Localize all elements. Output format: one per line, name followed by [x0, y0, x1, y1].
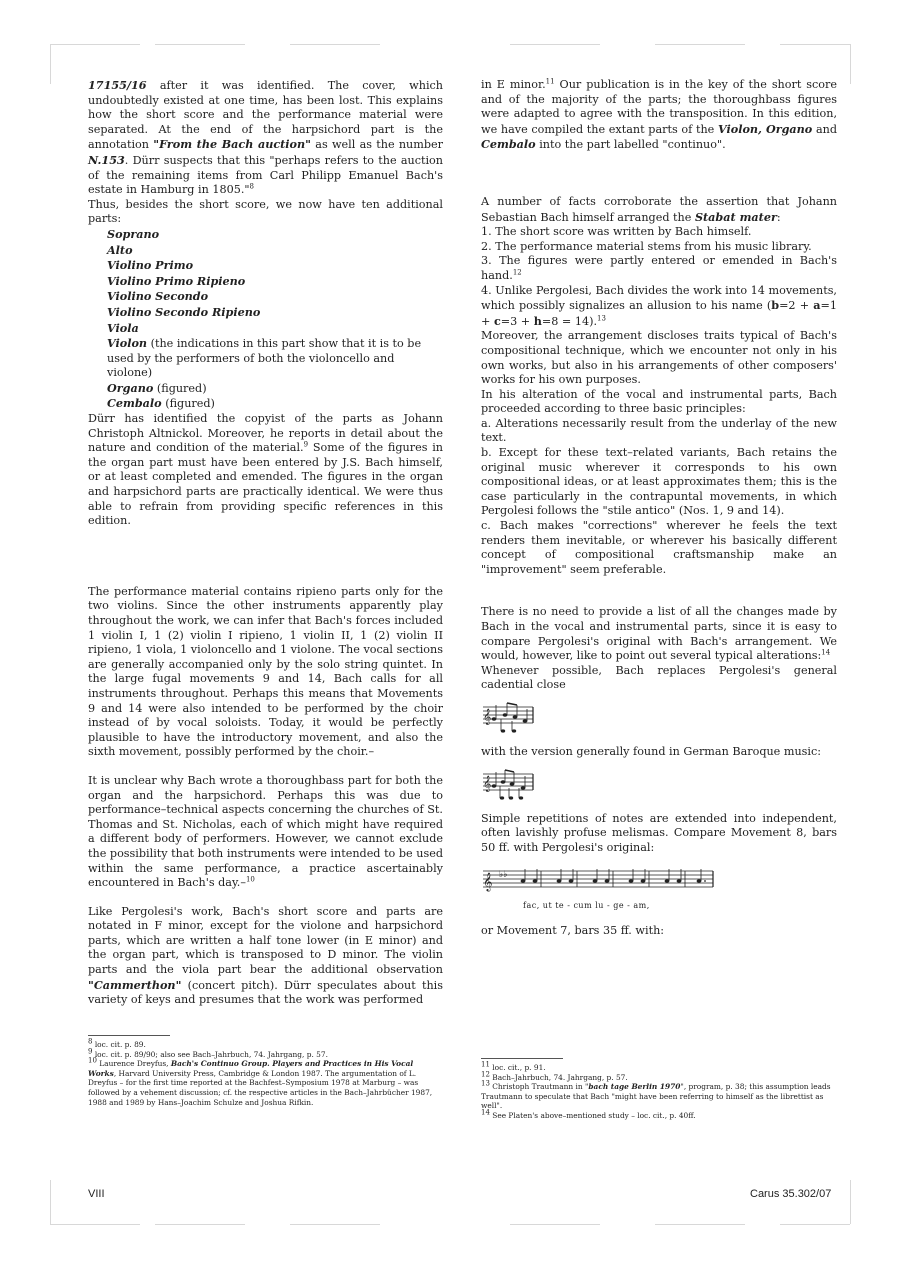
- crop-mark: [510, 44, 600, 45]
- list-item: $^{13}$ Christoph Trautmann in "bach tage Berlin 1970", program, p. 38; this assumption leads Trautmann to speculate that Bach "might have been referring to himself as the librettist as well".: [481, 1079, 831, 1111]
- footnote-rule: [481, 1058, 563, 1059]
- music-example-cadence-bach: [481, 768, 837, 802]
- svg-text:𝄞: 𝄞: [483, 872, 493, 892]
- list-item: [107, 227, 443, 243]
- music-example-cadence-pergolesi: [481, 701, 837, 735]
- text-run: Viola: [107, 320, 139, 335]
- list-item: $^{10}$ Laurence Dreyfus, Bach's Continuo Group. Players and Practices in His Vocal Works, Harvard University Press, Cambridge & London 1987. The argumentation of L. Dreyfus – for the first time reported at the Bachfest–Symposium 1978 at Marburg – was followed by a vehement discussion; cf. the respective articles in the Bach–Jahrbücher 1987, 1988 and 1989 by Hans–Joachim Schulze and Joshua Rifkin.: [88, 1056, 433, 1107]
- crop-mark: [50, 1224, 140, 1225]
- text-run: 10: [88, 1056, 97, 1065]
- text-run: c: [493, 313, 501, 328]
- footnote-rule: [88, 1035, 170, 1036]
- right-column: [481, 78, 837, 939]
- text-run: 11: [545, 77, 555, 86]
- list-item: b. Except for these text–related variants, Bach retains the original music wherever it corresponds to his own compositional ideas, or at least approximates them; this is the case particularly in the contrapuntal movements, in which Pergolesi follows the "stile antico" (Nos. 1, 9 and 14).: [481, 446, 837, 518]
- paragraph: Like Pergolesi's work, Bach's short score and parts are notated in F minor, except for the violone and harpsichord parts, which are written a half tone lower (in E minor) and the organ part, which is transposed to D minor. The violin parts and the viola part bear the additional observation "Cammerthon" (concert pitch). Dürr speculates about this variety of keys and presumes that the work was performed: [88, 904, 443, 1007]
- text-run: 14: [481, 1108, 490, 1117]
- crop-mark: [50, 1180, 51, 1224]
- crop-mark: [290, 44, 380, 45]
- paragraph: 17155/16 after it was identified. The cover, which undoubtedly existed at one time, has been lost. This explains how the short score and the performance material were separated. At the end of the harpsichord part is the annotation "From the Bach auction" as well as the number N.153. Dürr suspects that this "perhaps refers to the auction of the remaining items from Carl Philipp Emanuel Bach's estate in Hamburg in 1805."$^8$: [88, 78, 444, 197]
- text-run: bach tage Berlin 1970: [588, 1082, 681, 1092]
- text-run: Alto: [107, 242, 133, 257]
- list-item: $^{11}$ loc. cit., p. 91.: [481, 1060, 546, 1072]
- text-run: Violino Primo: [107, 258, 194, 273]
- paragraph: Dürr has identified the copyist of the parts as Johann Christoph Altnickol. Moreover, he reports in detail about the nature and condition of the material.$^9$ Some of the figures in the organ part must have been entered by J.S. Bach himself, or at least completed and emended. The figures in the organ and harpsichord parts are practically identical. We were thus able to refrain from providing specific references in this edition.: [88, 412, 443, 528]
- crop-mark: [655, 44, 745, 45]
- list-item: Organo (figured): [107, 380, 207, 395]
- text-run: Violon, Organo: [718, 121, 813, 136]
- crop-mark: [155, 1224, 245, 1225]
- paragraph: Thus, besides the short score, we now have ten additional parts:: [88, 197, 443, 226]
- crop-mark: [155, 44, 245, 45]
- crop-mark: [780, 1224, 850, 1225]
- paragraph: Simple repetitions of notes are extended into independent, often lavishly profuse melismas. Compare Movement 8, bars 50 ff. with Pergolesi's original:: [481, 811, 837, 854]
- crop-mark: [850, 1180, 851, 1224]
- crop-mark: [850, 44, 851, 84]
- paragraph: or Movement 7, bars 35 ff. with:: [481, 923, 665, 937]
- list-item: 1. The short score was written by Bach himself.: [481, 225, 752, 239]
- list-item: [107, 243, 443, 259]
- paragraph: with the version generally found in German Baroque music:: [481, 744, 822, 758]
- numbered-list: [481, 225, 837, 329]
- music-lyrics: fac, ut te - cum lu - ge - am,: [523, 901, 650, 911]
- paragraph: In his alteration of the vocal and instrumental parts, Bach proceeded according to three basic principles:: [481, 387, 837, 416]
- text-run: 8: [88, 1037, 93, 1046]
- text-run: 11: [481, 1060, 490, 1069]
- text-run: N.153: [88, 152, 125, 167]
- list-item: $^{14}$ See Platen's above–mentioned study – loc. cit., p. 40ff.: [481, 1108, 696, 1120]
- paragraph: Moreover, the arrangement discloses traits typical of Bach's compositional technique, which we encounter not only in his own works, but also in his arrangements of other composers' works for his own purposes.: [481, 329, 837, 387]
- text-run: 12: [481, 1070, 490, 1079]
- text-run: 14: [821, 648, 831, 657]
- music-example-movement-8: [481, 863, 837, 899]
- list-item: 3. The figures were partly entered or emended in Bach's hand.$^{12}$: [481, 254, 837, 282]
- text-run: 13: [597, 313, 606, 322]
- crop-mark: [50, 44, 51, 84]
- list-item: a. Alterations necessarily result from the underlay of the new text.: [481, 416, 837, 445]
- text-run: Cembalo: [107, 396, 162, 411]
- text-run: Soprano: [107, 226, 160, 241]
- text-run: a: [813, 298, 821, 313]
- text-run: 12: [512, 268, 522, 277]
- list-item: Violon (the indications in this part show that it is to be used by the performers of both the violoncello and violone): [107, 336, 422, 380]
- text-run: Violon: [107, 336, 148, 351]
- crop-mark: [290, 1224, 380, 1225]
- footnote-list: [88, 1037, 443, 1107]
- footnotes-right: [481, 1058, 837, 1121]
- list-item: $^8$ loc. cit. p. 89.: [88, 1037, 146, 1049]
- parts-list: [88, 227, 443, 412]
- crop-mark: [50, 44, 140, 45]
- text-run: "From the Bach auction": [153, 137, 311, 152]
- list-item: $^{12}$ Bach–Jahrbuch, 74. Jahrgang, p. 57.: [481, 1070, 628, 1082]
- paragraph: It is unclear why Bach wrote a thoroughbass part for both the organ and the harpsichord. Perhaps this was due to performance–technical aspects concerning the churches of St. Thomas and St. Nicholas, each of which might have required a different body of performers. However, we cannot exclude the possibility that both instruments were intended to be used within the same performance, a practice ascertainably encountered in Bach's day.–$^{10}$: [88, 773, 443, 890]
- paragraph: Whenever possible, Bach replaces Pergolesi's general cadential close: [481, 663, 837, 692]
- text-run: 9: [88, 1047, 93, 1056]
- text-run: Violino Secondo Ripieno: [107, 304, 261, 319]
- footnote-list: [481, 1060, 837, 1121]
- svg-text:𝄞: 𝄞: [483, 775, 492, 792]
- list-item: Cembalo (figured): [107, 396, 215, 411]
- list-item: [107, 274, 443, 290]
- list-item: 4. Unlike Pergolesi, Bach divides the work into 14 movements, which possibly signalizes an allusion to his name (b=2 + a=1 + c=3 + h=8 = 14).$^{13}$: [481, 283, 837, 328]
- list-item: c. Bach makes "corrections" wherever he feels the text renders them inevitable, or wherever his basically different concept of compositional craftsmanship make an "improvement" seem preferable.: [481, 519, 837, 576]
- text-run: b: [771, 298, 780, 313]
- crop-mark: [510, 1224, 600, 1225]
- list-item: [107, 258, 443, 274]
- text-run: 10: [245, 875, 255, 884]
- text-run: 17155/16: [88, 78, 147, 92]
- text-run: 13: [481, 1079, 490, 1088]
- text-run: Stabat mater: [694, 209, 777, 224]
- text-run: h: [533, 313, 542, 328]
- list-item: [107, 305, 443, 321]
- page-number: VIII: [88, 1188, 105, 1200]
- list-item: 2. The performance material stems from his music library.: [481, 239, 812, 253]
- text-run: Organo: [107, 380, 154, 395]
- footnotes-left: [88, 1035, 443, 1107]
- paragraph: A number of facts corroborate the assertion that Johann Sebastian Bach himself arranged the Stabat mater:: [481, 194, 837, 224]
- paragraph: There is no need to provide a list of all the changes made by Bach in the vocal and instrumental parts, since it is easy to compare Pergolesi's original with Bach's arrangement. We would, however, like to point out several typical alterations:$^{14}$: [481, 605, 837, 663]
- text-run: "Cammerthon": [88, 977, 182, 992]
- paragraph: The performance material contains ripieno parts only for the two violins. Since the other instruments apparently play throughout the work, we can infer that Bach's forces included 1 violin I, 1 (2) violin I ripieno, 1 violin II, 1 (2) violin II ripieno, 1 viola, 1 violoncello and 1 violone. The vocal sections are generally accompanied only by the solo string quintet. In the large fugal movements 9 and 14, Bach calls for all instruments throughout. Perhaps this means that Movements 9 and 14 were also intended to be performed by the choir instead of by vocal soloists. Today, it would be perfectly plausible to have the introductory movement, and also the sixth movement, possibly performed by the choir.–: [88, 584, 443, 759]
- text-run: 8: [249, 182, 254, 191]
- catalog-number: Carus 35.302/07: [750, 1188, 832, 1200]
- list-item: [107, 321, 443, 337]
- svg-text:♭♭: ♭♭: [499, 870, 508, 881]
- list-item: $^9$ loc. cit. p. 89/90; also see Bach–Jahrbuch, 74. Jahrgang, p. 57.: [88, 1047, 328, 1059]
- text-run: Bach's Continuo Group. Players and Practices in His Vocal Works: [88, 1059, 414, 1078]
- text-run: 9: [303, 440, 309, 449]
- text-run: Cembalo: [481, 137, 536, 152]
- crop-mark: [655, 1224, 745, 1225]
- left-column: [88, 78, 443, 1008]
- paragraph: in E minor.$^{11}$ Our publication is in the key of the short score and of the majority of the parts; the thoroughbass figures were adapted to agree with the transposition. In this edition, we have compiled the extant parts of the Violon, Organo and Cembalo into the part labelled "continuo".: [481, 77, 838, 152]
- crop-mark: [780, 44, 850, 45]
- text-run: Violino Secondo: [107, 289, 209, 304]
- list-item: [107, 289, 443, 305]
- text-run: Violino Primo Ripieno: [107, 273, 246, 288]
- svg-text:𝄞: 𝄞: [483, 708, 492, 725]
